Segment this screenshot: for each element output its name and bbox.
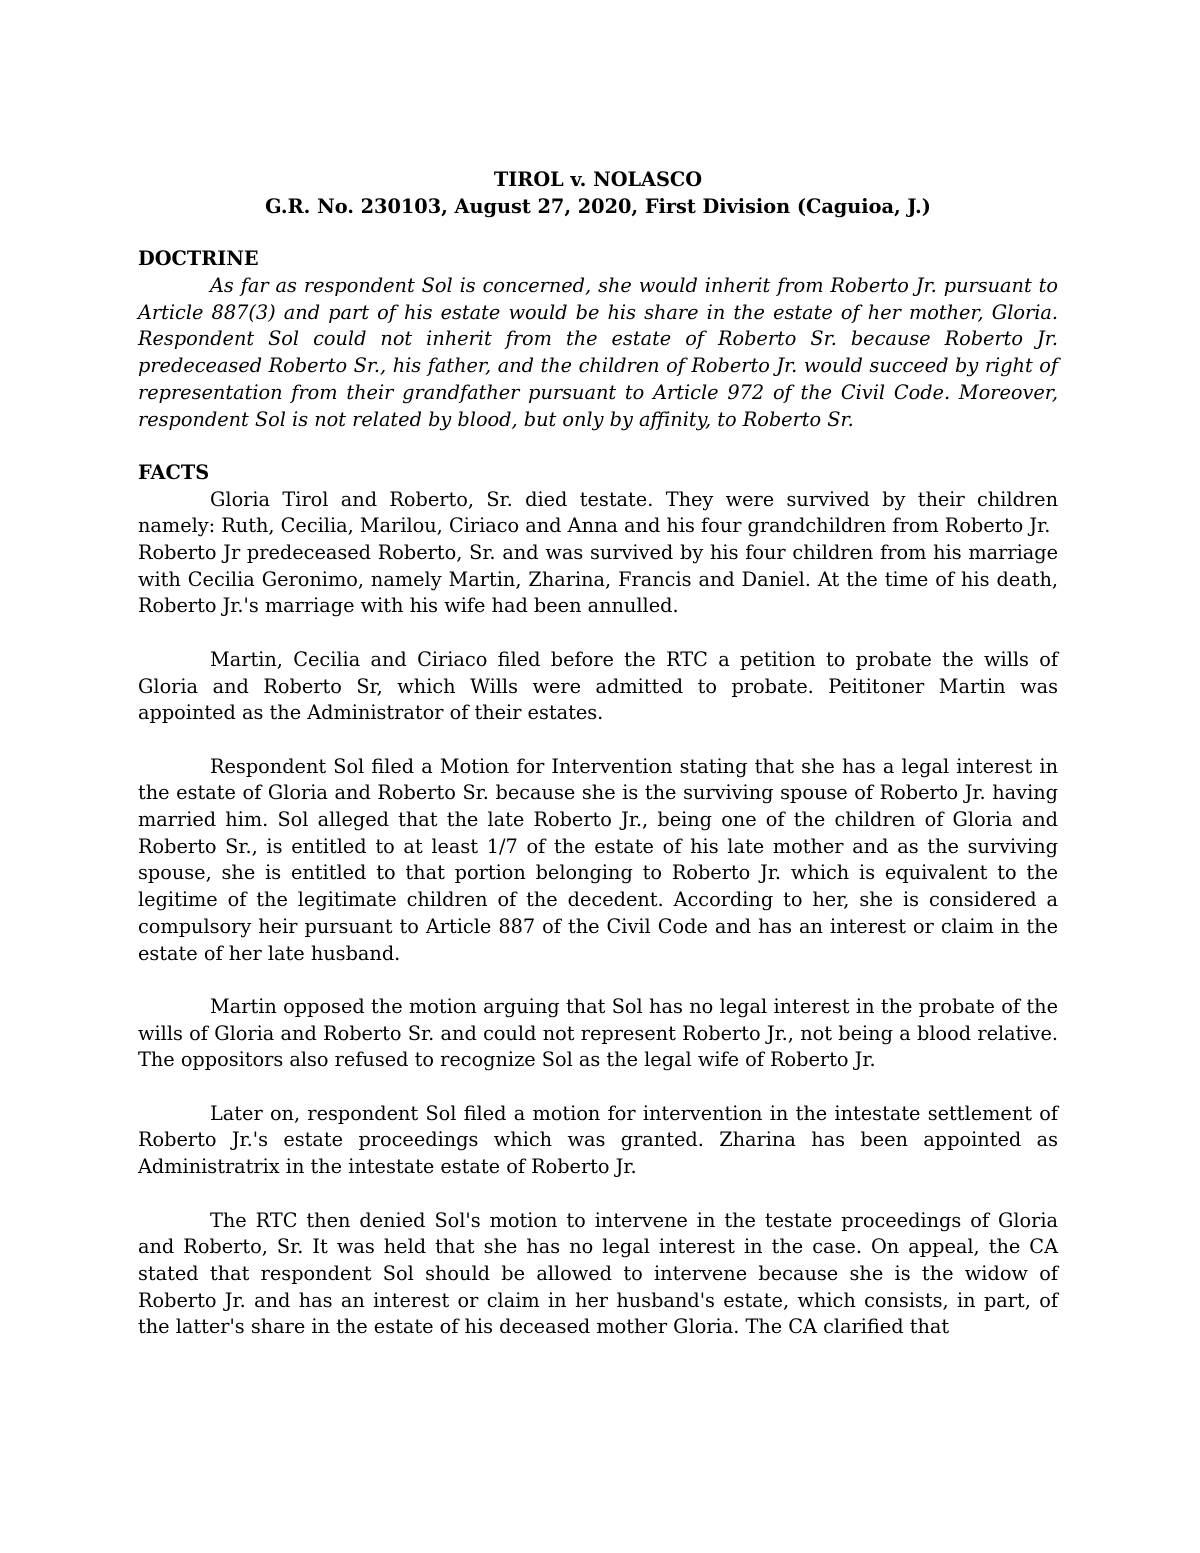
document-page bbox=[138, 167, 1058, 1341]
case-title: TIROL v. NOLASCO bbox=[493, 168, 703, 191]
facts-paragraph: Roberto Jr predeceased Roberto, Sr. and was survived by his four children from his marriage with Cecilia Geronimo, namely Martin, Zharina, Francis and Daniel. At the time of his death, Roberto Jr.'s marriage with his wife had been annulled. bbox=[138, 541, 1058, 618]
facts-heading: FACTS bbox=[138, 460, 210, 484]
case-header bbox=[138, 167, 1058, 220]
doctrine-text: As far as respondent Sol is concerned, she would inherit from Roberto Jr. pursuant to Article 887(3) and part of his estate would be his share in the estate of her mother, Gloria. Respondent Sol could not inherit from the estate of Roberto Sr. because Roberto Jr. predeceased Roberto Sr., his father, and the children of Roberto Jr. would succeed by right of representation from their grandfather pursuant to Article 972 of the Civil Code. Moreover, respondent Sol is not related by blood, but only by affinity, to Roberto Sr. bbox=[138, 274, 1058, 431]
facts-paragraph: Martin, Cecilia and Ciriaco filed before the RTC a petition to probate the wills of Gloria and Roberto Sr, which Wills were admitted to probate. Peititoner Martin was appointed as the Administrator of their estates. bbox=[138, 647, 1058, 725]
facts-paragraph: Gloria Tirol and Roberto, Sr. died testate. They were survived by their children namely: Ruth, Cecilia, Marilou, Ciriaco and Anna and his four grandchildren from Roberto Jr. bbox=[138, 487, 1058, 538]
facts-paragraph: Later on, respondent Sol filed a motion for intervention in the intestate settlement of Roberto Jr.'s estate proceedings which was granted. Zharina has been appointed as Administratrix in the intestate estate of Roberto Jr. bbox=[138, 1101, 1058, 1179]
facts-paragraph: Martin opposed the motion arguing that Sol has no legal interest in the probate of the wills of Gloria and Roberto Sr. and could not represent Roberto Jr., not being a blood relative. The oppositors also refused to recognize Sol as the legal wife of Roberto Jr. bbox=[138, 994, 1058, 1072]
facts-paragraph: Respondent Sol filed a Motion for Intervention stating that she has a legal interest in the estate of Gloria and Roberto Sr. because she is the surviving spouse of Roberto Jr. having married him. Sol alleged that the late Roberto Jr., being one of the children of Gloria and Roberto Sr., is entitled to at least 1/7 of the estate of his late mother and as the surviving spouse, she is entitled to that portion belonging to Roberto Jr. which is equivalent to the legitime of the legitimate children of the decedent. According to her, she is considered a compulsory heir pursuant to Article 887 of the Civil Code and has an interest or claim in the estate of her late husband. bbox=[138, 754, 1058, 965]
case-citation: G.R. No. 230103, August 27, 2020, First Division (Caguioa, J.) bbox=[265, 194, 931, 218]
facts-paragraph: The RTC then denied Sol's motion to intervene in the testate proceedings of Gloria and Roberto, Sr. It was held that she has no legal interest in the case. On appeal, the CA stated that respondent Sol should be allowed to intervene because she is the widow of Roberto Jr. and has an interest or claim in her husband's estate, which consists, in part, of the latter's share in the estate of his deceased mother Gloria. The CA clarified that bbox=[138, 1208, 1058, 1339]
doctrine-heading: DOCTRINE bbox=[138, 247, 259, 271]
